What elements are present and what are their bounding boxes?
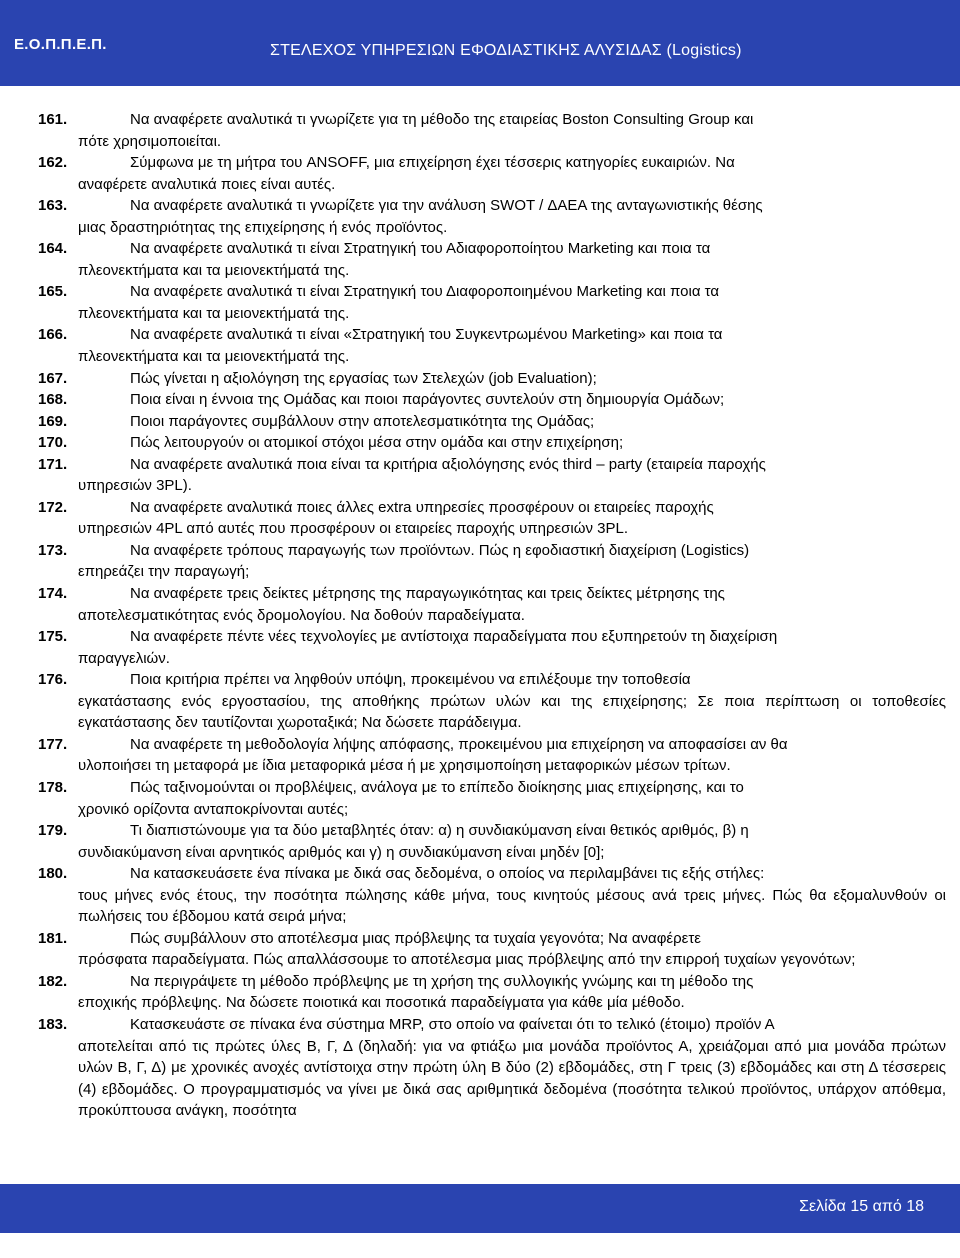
question-text-continued: επηρεάζει την παραγωγή; bbox=[78, 563, 250, 581]
question-text: Ποια κριτήρια πρέπει να ληφθούν υπόψη, προκειμένου να επιλέξουμε την τοποθεσία bbox=[130, 671, 691, 689]
question-text: Να αναφέρετε τρεις δείκτες μέτρησης της παραγωγικότητας και τρεις δείκτες μέτρησης της bbox=[130, 585, 725, 603]
question-text: Να αναφέρετε αναλυτικά τι γνωρίζετε για την ανάλυση SWOT / ΔΑΕΑ της ανταγωνιστικής θέσης bbox=[130, 197, 763, 215]
question-text-continued: τους μήνες ενός έτους, την ποσότητα πώλησης κάθε μήνα, τους κινητούς μέσους ανά τρεις μήνες. Πώς θα εξομαλυνθούν οι πωλήσεις του έβδομου κατά σειρά μήνα; bbox=[78, 886, 946, 926]
question-text: Να αναφέρετε αναλυτικά ποιες άλλες extra υπηρεσίες προσφέρουν οι εταιρείες παροχής bbox=[130, 498, 714, 516]
question-text-continued: υπηρεσιών 3PL). bbox=[78, 477, 192, 495]
question-item bbox=[38, 1014, 946, 1122]
question-text: Κατασκευάστε σε πίνακα ένα σύστημα MRP, στο οποίο να φαίνεται ότι το τελικό (έτοιμο) προϊόν Α bbox=[130, 1015, 775, 1033]
question-text: Να αναφέρετε αναλυτικά τι είναι «Στρατηγική του Συγκεντρωμένου Marketing» και ποια τα bbox=[130, 326, 723, 344]
question-item bbox=[38, 583, 946, 626]
question-text: Να περιγράψετε τη μέθοδο πρόβλεψης με τη χρήση της συλλογικής γνώμης και τη μέθοδο της bbox=[130, 972, 754, 990]
question-text: Πώς ταξινομούνται οι προβλέψεις, ανάλογα με το επίπεδο διοίκησης μιας επιχείρησης, και το bbox=[130, 778, 744, 796]
page-footer bbox=[0, 1184, 960, 1233]
question-number: 176. bbox=[38, 671, 68, 689]
question-text: Να αναφέρετε τη μεθοδολογία λήψης απόφασης, προκειμένου μια επιχείρηση να αποφασίσει αν θα bbox=[130, 735, 788, 753]
question-text: Τι διαπιστώνουμε για τα δύο μεταβλητές όταν: α) η συνδιακύμανση είναι θετικός αριθμός, β) η bbox=[130, 822, 749, 840]
question-number: 180. bbox=[38, 865, 68, 883]
question-item bbox=[38, 389, 946, 411]
question-number: 167. bbox=[38, 369, 68, 387]
question-text-continued: πλεονεκτήματα και τα μειονεκτήματά της. bbox=[78, 348, 350, 366]
question-item bbox=[38, 626, 946, 669]
question-item bbox=[38, 497, 946, 540]
question-text-continued: εγκατάστασης ενός εργοστασίου, της αποθήκης πρώτων υλών και της επιχείρησης; Σε ποια περίπτωση οι τοποθεσίες εγκατάστασης δεν ταυτίζονται χωροταξικά; Να δώσετε παράδειγμα. bbox=[78, 692, 946, 732]
question-item bbox=[38, 540, 946, 583]
question-item bbox=[38, 109, 946, 152]
question-text: Να αναφέρετε αναλυτικά τι γνωρίζετε για τη μέθοδο της εταιρείας Boston Consulting Group και bbox=[130, 111, 754, 128]
question-number: 179. bbox=[38, 822, 68, 840]
question-text: Ποιοι παράγοντες συμβάλλουν στην αποτελεσματικότητα της Ομάδας; bbox=[130, 412, 595, 430]
question-text: Να αναφέρετε αναλυτικά τι είναι Στρατηγική του Αδιαφοροποίητου Marketing και ποια τα bbox=[130, 240, 711, 258]
question-item bbox=[38, 820, 946, 863]
document-title: ΣΤΕΛΕΧΟΣ ΥΠΗΡΕΣΙΩΝ ΕΦΟΔΙΑΣΤΙΚΗΣ ΑΛΥΣΙΔΑΣ (Logistics) bbox=[270, 42, 742, 59]
question-text: Να κατασκευάσετε ένα πίνακα με δικά σας δεδομένα, ο οποίος να περιλαμβάνει τις εξής στήλες: bbox=[130, 865, 765, 883]
question-text-continued: παραγγελιών. bbox=[78, 649, 170, 667]
question-item bbox=[38, 454, 946, 497]
page-header bbox=[0, 0, 960, 86]
question-item bbox=[38, 432, 946, 454]
question-text-continued: πρόσφατα παραδείγματα. Πώς απαλλάσσουμε το αποτέλεσμα μιας πρόβλεψης από την επιρροή τυχαίων γεγονότων; bbox=[78, 951, 856, 969]
question-text-continued: υπηρεσιών 4PL από αυτές που προσφέρουν οι εταιρείες παροχής υπηρεσιών 3PL. bbox=[78, 520, 629, 538]
question-number: 178. bbox=[38, 778, 68, 796]
question-text-continued: συνδιακύμανση είναι αρνητικός αριθμός και γ) η συνδιακύμανση είναι μηδέν [0]; bbox=[78, 843, 605, 861]
question-text-continued: χρονικό ορίζοντα ανταποκρίνονται αυτές; bbox=[78, 800, 349, 818]
question-number: 165. bbox=[38, 283, 68, 301]
question-text-continued: μιας δραστηριότητας της επιχείρησης ή ενός προϊόντος. bbox=[78, 218, 448, 236]
question-text-continued: πλεονεκτήματα και τα μειονεκτήματά της. bbox=[78, 304, 350, 322]
question-number: 168. bbox=[38, 391, 68, 409]
question-text: Να αναφέρετε αναλυτικά ποια είναι τα κριτήρια αξιολόγησης ενός third – party (εταιρεία παροχής bbox=[130, 455, 766, 473]
question-number: 161. bbox=[38, 111, 68, 128]
question-number: 183. bbox=[38, 1015, 68, 1033]
question-number: 181. bbox=[38, 929, 68, 947]
question-text: Να αναφέρετε αναλυτικά τι είναι Στρατηγική του Διαφοροποιημένου Marketing και ποια τα bbox=[130, 283, 720, 301]
question-number: 177. bbox=[38, 735, 68, 753]
question-item bbox=[38, 324, 946, 367]
question-item bbox=[38, 411, 946, 433]
question-text: Ποια είναι η έννοια της Ομάδας και ποιοι παράγοντες συντελούν στη δημιουργία Ομάδων; bbox=[130, 391, 725, 409]
question-text: Σύμφωνα με τη μήτρα του ANSOFF, μια επιχείρηση έχει τέσσερις κατηγορίες ευκαιριών. Να bbox=[130, 154, 735, 172]
question-item bbox=[38, 863, 946, 928]
question-item bbox=[38, 152, 946, 195]
question-item bbox=[38, 238, 946, 281]
question-item bbox=[38, 368, 946, 390]
question-number: 171. bbox=[38, 455, 68, 473]
question-text: Να αναφέρετε τρόπους παραγωγής των προϊόντων. Πώς η εφοδιαστική διαχείριση (Logistics) bbox=[130, 541, 750, 559]
question-item bbox=[38, 777, 946, 820]
question-number: 173. bbox=[38, 541, 68, 559]
question-text-continued: αποτελείται από τις πρώτες ύλες Β, Γ, Δ (δηλαδή: για να φτιάξω μια μονάδα προϊόντος Α, χρειάζομαι από μια μονάδα πρώτων υλών Β, Γ, Δ) με χρονικές ανοχές αντίστοιχα στην πρώτη ύλη Β δύο (2) εβδομάδες, στη Γ τρεις (3) εβδομάδες και στη Δ τέσσερεις (4) εβδομάδες. Ο προγραμματισμός να γίνει με δικά σας αριθμητικά δεδομένα (ποσότητα τελικού προϊόντος, υπάρχον απόθεμα, προκύπτουσα ανάγκη, ποσότητα bbox=[78, 1037, 946, 1120]
organization-name: Ε.Ο.Π.Π.Ε.Π. bbox=[14, 36, 107, 53]
page-number: Σελίδα 15 από 18 bbox=[799, 1198, 924, 1215]
question-text: Πώς λειτουργούν οι ατομικοί στόχοι μέσα στην ομάδα και στην επιχείρηση; bbox=[130, 434, 624, 452]
question-number: 166. bbox=[38, 326, 68, 344]
question-text: Πώς συμβάλλουν στο αποτέλεσμα μιας πρόβλεψης τα τυχαία γεγονότα; Να αναφέρετε bbox=[130, 929, 701, 947]
question-number: 170. bbox=[38, 434, 68, 452]
question-list bbox=[38, 109, 946, 1122]
question-number: 175. bbox=[38, 628, 68, 646]
question-item bbox=[38, 195, 946, 238]
question-item bbox=[38, 734, 946, 777]
question-text: Να αναφέρετε πέντε νέες τεχνολογίες με αντίστοιχα παραδείγματα που εξυπηρετούν τη διαχείριση bbox=[130, 628, 778, 646]
question-text-continued: υλοποιήσει τη μεταφορά με ίδια μεταφορικά μέσα ή με χρησιμοποίηση μεταφορικών μέσων τρίτων. bbox=[78, 757, 731, 775]
question-item bbox=[38, 669, 946, 734]
question-number: 164. bbox=[38, 240, 68, 258]
question-number: 172. bbox=[38, 498, 68, 516]
question-number: 174. bbox=[38, 585, 68, 603]
question-number: 182. bbox=[38, 972, 68, 990]
question-text-continued: πλεονεκτήματα και τα μειονεκτήματά της. bbox=[78, 261, 350, 279]
question-number: 163. bbox=[38, 197, 68, 215]
question-item bbox=[38, 281, 946, 324]
question-number: 169. bbox=[38, 412, 68, 430]
question-number: 162. bbox=[38, 154, 68, 172]
question-item bbox=[38, 928, 946, 971]
question-text-continued: πότε χρησιμοποιείται. bbox=[78, 132, 222, 150]
question-text-continued: αναφέρετε αναλυτικά ποιες είναι αυτές. bbox=[78, 175, 336, 193]
question-item bbox=[38, 971, 946, 1014]
question-text: Πώς γίνεται η αξιολόγηση της εργασίας των Στελεχών (job Evaluation); bbox=[130, 369, 597, 387]
question-text-continued: εποχικής πρόβλεψης. Να δώσετε ποιοτικά και ποσοτικά παραδείγματα για κάθε μία μέθοδο. bbox=[78, 994, 685, 1012]
question-text-continued: αποτελεσματικότητας ενός δρομολογίου. Να δοθούν παραδείγματα. bbox=[78, 606, 525, 624]
